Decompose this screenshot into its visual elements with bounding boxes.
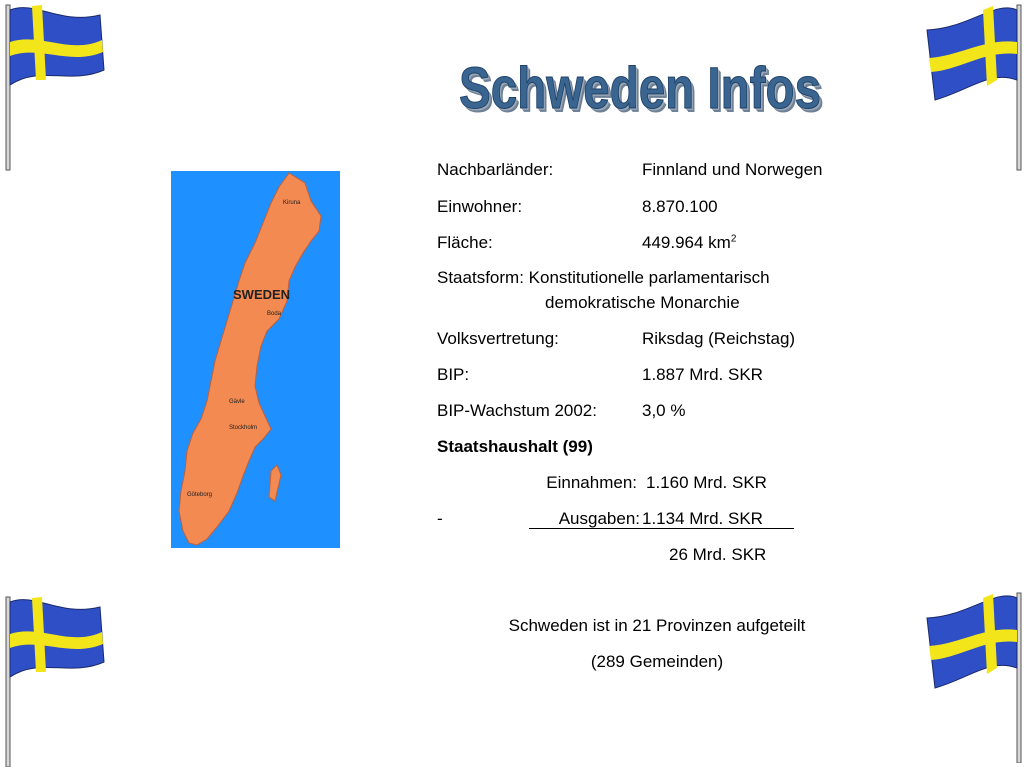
value: 1.887 Mrd. SKR [642,365,763,384]
swedish-flag-bottom-left [0,592,115,767]
swedish-flag-top-left [0,0,115,175]
map-city-label: Kiruna [283,200,301,206]
value: 1.134 Mrd. SKR [642,509,763,528]
value: 3,0 % [642,401,686,420]
value: Riksdag (Reichstag) [642,329,796,348]
value: 8.870.100 [642,197,718,216]
swedish-flag-bottom-right [915,588,1024,763]
value: Konstitutionelle parlamentarisch [528,268,770,287]
info-row-government [437,268,770,288]
info-row-government-cont [545,293,740,313]
label: Staatsform: [437,268,524,287]
value: Finnland und Norwegen [642,160,823,179]
value: 1.160 Mrd. SKR [646,473,767,492]
map-city-label: Stockholm [229,425,258,431]
label: Fläche: [437,233,493,252]
swedish-flag-top-right [915,0,1024,175]
minus-sign: - [437,509,443,528]
label: Einwohner: [437,197,523,216]
value: 26 Mrd. SKR [669,545,767,564]
map-country-label: SWEDEN [233,287,291,302]
map-city-label: Boda [267,311,282,317]
label: Einnahmen: [546,473,637,492]
provinces-text: Schweden ist in 21 Provinzen aufgeteilt [508,616,806,635]
label: BIP: [437,365,470,384]
map-city-label: Göteborg [187,492,213,498]
label: Ausgaben: [558,509,640,528]
area-unit-exponent: 2 [730,233,737,245]
value [642,233,736,253]
sweden-map [171,171,340,548]
label: Volksvertretung: [437,329,559,348]
page-title: Schweden Infos [458,56,822,121]
area-value: 449.964 km [642,233,731,252]
municipalities-text: (289 Gemeinden) [590,652,724,671]
value: demokratische Monarchie [545,293,740,312]
label: Nachbarländer: [437,160,554,179]
sum-divider [529,528,794,529]
map-city-label: Gävle [229,399,245,405]
label: BIP-Wachstum 2002: [437,401,597,420]
budget-heading: Staatshaushalt (99) [437,437,593,456]
